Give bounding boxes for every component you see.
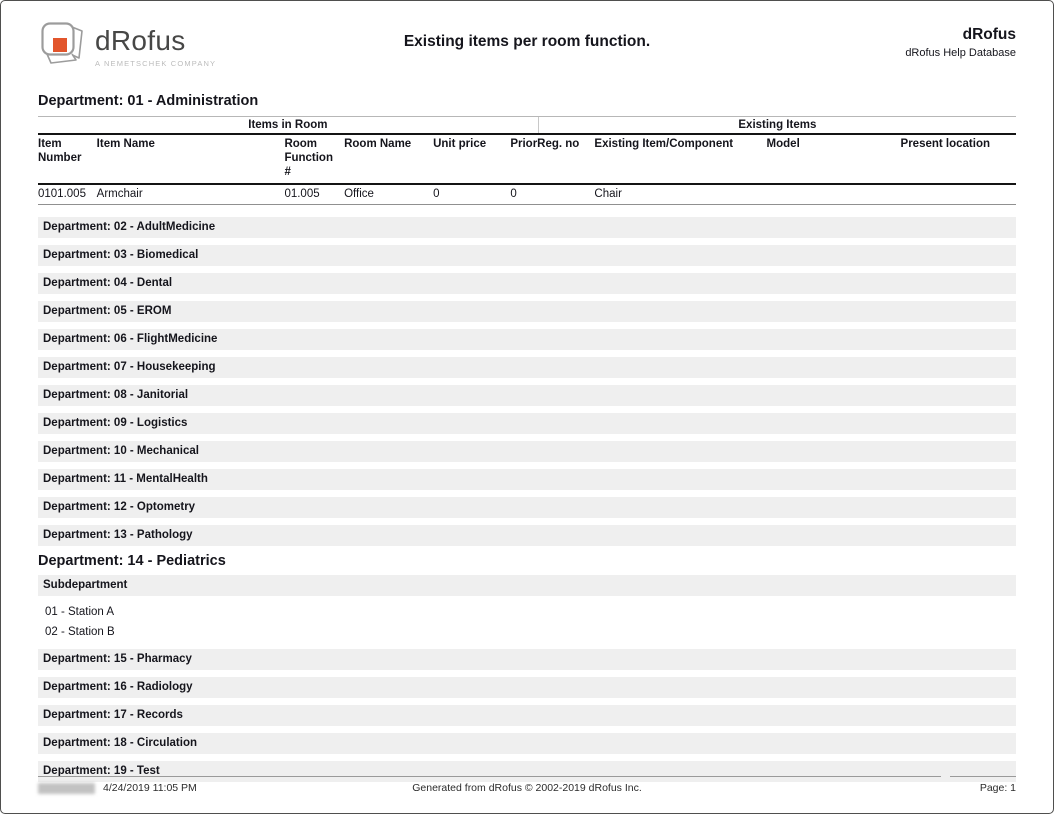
subdepartment-list: [38, 603, 1016, 642]
subdepartment-row-01: 01 - Station A: [45, 606, 115, 619]
database-subtitle: dRofus Help Database: [905, 47, 1016, 59]
col-header-existing-item: Existing Item/Component: [594, 135, 766, 184]
col-header-room-function: Room Function #: [284, 135, 344, 184]
department-row-04: Department: 04 - Dental: [38, 273, 1016, 294]
department-row-06: Department: 06 - FlightMedicine: [38, 329, 1016, 350]
department-row-05: Department: 05 - EROM: [38, 301, 1016, 322]
footer-datetime: 4/24/2019 11:05 PM: [103, 782, 197, 794]
cell-item-number: 0101.005: [38, 184, 97, 205]
cell-present-location: [901, 184, 1016, 205]
page-footer: [38, 776, 1016, 794]
department-row-11: Department: 11 - MentalHealth: [38, 469, 1016, 490]
subdepartment-row-02: 02 - Station B: [45, 626, 115, 639]
report-title: Existing items per room function.: [403, 33, 651, 50]
col-header-priorreg-no: PriorReg. no: [510, 135, 594, 184]
department-14-heading: Department: 14 - Pediatrics: [38, 553, 226, 570]
col-header-unit-price: Unit price: [433, 135, 510, 184]
department-list: [38, 217, 1016, 546]
cell-room-function: 01.005: [284, 184, 344, 205]
footer-generated-text: Generated from dRofus © 2002-2019 dRofus Inc.: [412, 782, 642, 794]
logo-brand-text: dRofus: [95, 25, 186, 56]
col-header-model: Model: [767, 135, 901, 184]
department-row-12: Department: 12 - Optometry: [38, 497, 1016, 518]
cell-unit-price: 0: [433, 184, 510, 205]
footer-left: [38, 782, 412, 794]
cell-existing-item: Chair: [594, 184, 766, 205]
drofus-logo: [38, 20, 323, 68]
department-row-09: Department: 09 - Logistics: [38, 413, 1016, 434]
department-row-10: Department: 10 - Mechanical: [38, 441, 1016, 462]
redacted-user-box: [38, 783, 95, 794]
database-name: dRofus: [962, 26, 1016, 43]
logo-tagline: A NEMETSCHEK COMPANY: [95, 59, 217, 68]
col-header-room-name: Room Name: [344, 135, 433, 184]
department-row-15: Department: 15 - Pharmacy: [38, 649, 1016, 670]
cell-item-name: Armchair: [97, 184, 285, 205]
department-list-2: [38, 649, 1016, 782]
department-row-02: Department: 02 - AdultMedicine: [38, 217, 1016, 238]
department-row-19: Department: 19 - Test: [38, 761, 1016, 782]
department-row-16: Department: 16 - Radiology: [38, 677, 1016, 698]
cell-priorreg-no: 0: [510, 184, 594, 205]
col-header-item-number: Item Number: [38, 135, 97, 184]
footer-page-number: Page: 1: [979, 782, 1017, 794]
footer-divider: [38, 776, 1016, 777]
group-header-existing-items: Existing Items: [738, 119, 817, 131]
col-header-present-location: Present location: [901, 135, 1016, 184]
department-row-07: Department: 07 - Housekeeping: [38, 357, 1016, 378]
table-row: [38, 184, 1016, 205]
department-row-03: Department: 03 - Biomedical: [38, 245, 1016, 266]
drofus-logo-icon: [38, 20, 86, 66]
items-table: [38, 135, 1016, 205]
table-header-row: [38, 135, 1016, 184]
department-row-13: Department: 13 - Pathology: [38, 525, 1016, 546]
cell-model: [767, 184, 901, 205]
logo-text: [95, 20, 216, 68]
department-row-17: Department: 17 - Records: [38, 705, 1016, 726]
table-group-header-row: [38, 116, 1016, 135]
department-row-18: Department: 18 - Circulation: [38, 733, 1016, 754]
database-info: [731, 20, 1016, 68]
report-header: [38, 1, 1016, 68]
subdepartment-header-row: Subdepartment: [38, 575, 1016, 596]
group-header-items-in-room: Items in Room: [38, 117, 539, 133]
col-header-item-name: Item Name: [97, 135, 285, 184]
department-row-08: Department: 08 - Janitorial: [38, 385, 1016, 406]
cell-room-name: Office: [344, 184, 433, 205]
department-01-heading: Department: 01 - Administration: [38, 93, 259, 109]
